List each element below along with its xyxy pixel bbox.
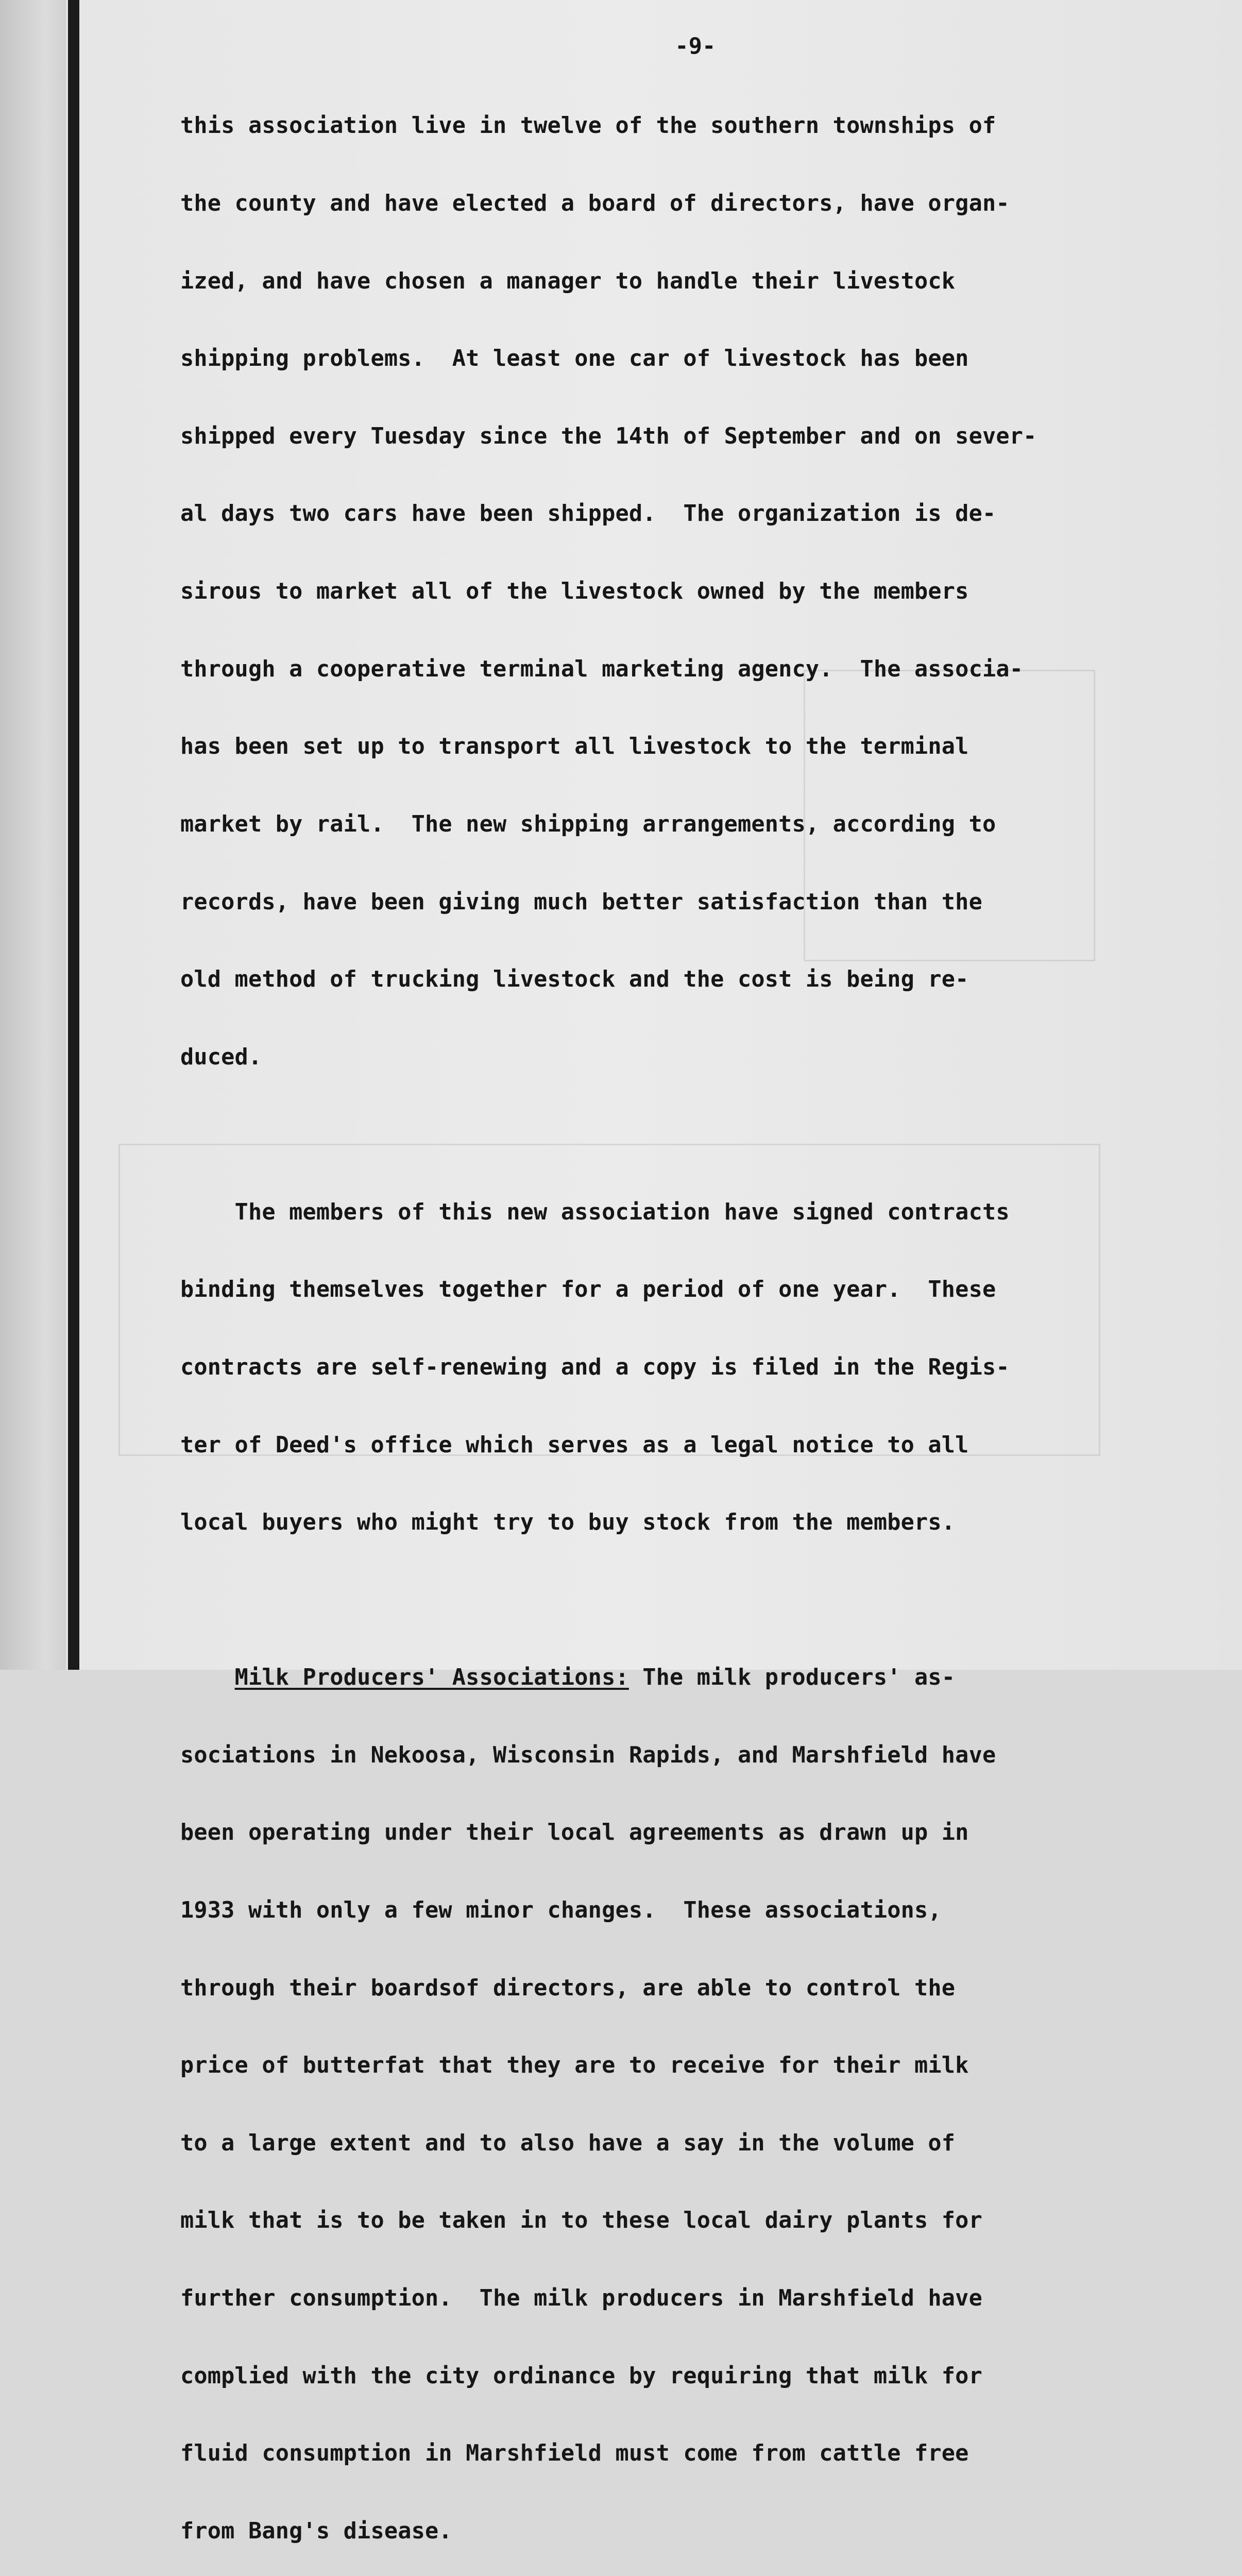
text-line: 1933 with only a few minor changes. These associations,: [180, 1897, 942, 1924]
text-line: duced.: [180, 1044, 262, 1070]
binding-bar: [68, 0, 79, 1670]
text-line: records, have been giving much better satisfaction than the: [180, 889, 982, 915]
text-line: ter of Deed's office which serves as a legal notice to all: [180, 1432, 969, 1458]
text-line: through their boardsof directors, are able to control the: [180, 1975, 956, 2001]
text-line: been operating under their local agreements as drawn up in: [180, 1820, 969, 1846]
paragraph-contracts: [180, 1147, 1149, 1587]
text-line: contracts are self-renewing and a copy is filed in the Regis-: [180, 1354, 1010, 1380]
text-line: shipped every Tuesday since the 14th of September and on sever-: [180, 423, 1037, 449]
text-line: sirous to market all of the livestock owned by the members: [180, 579, 969, 605]
text-line: [180, 1665, 1149, 1690]
text-line: shipping problems. At least one car of livestock has been: [180, 346, 969, 372]
text-line: al days two cars have been shipped. The organization is de-: [180, 501, 996, 527]
text-line: has been set up to transport all livestock to the terminal: [180, 734, 969, 760]
text-line: market by rail. The new shipping arrangements, according to: [180, 811, 996, 837]
milk-producers-heading: Milk Producers' Associations:: [234, 1665, 629, 1691]
text-line: this association live in twelve of the southern townships of: [180, 113, 996, 139]
text-line: binding themselves together for a period of one year. These: [180, 1277, 996, 1303]
paragraph-livestock-association: [180, 61, 1149, 1122]
text-line: further consumption. The milk producers in Marshfield have: [180, 2285, 982, 2312]
text-line: old method of trucking livestock and the cost is being re-: [180, 967, 969, 993]
text-line: local buyers who might try to buy stock from the members.: [180, 1510, 956, 1536]
paragraph-milk-producers: [180, 1613, 1149, 2576]
text-line: price of butterfat that they are to receive for their milk: [180, 2053, 969, 2079]
text-run: The milk producers' as-: [628, 1665, 956, 1691]
text-line: through a cooperative terminal marketing agency. The associa-: [180, 656, 1024, 682]
text-line: fluid consumption in Marshfield must come from cattle free: [180, 2441, 969, 2467]
binding-edge: [0, 0, 66, 1670]
text-line: to a large extent and to also have a say in the volume of: [180, 2130, 956, 2156]
text-line: complied with the city ordinance by requiring that milk for: [180, 2363, 982, 2389]
page-content: [180, 33, 1149, 2576]
text-line: the county and have elected a board of directors, have organ-: [180, 191, 1010, 217]
text-line: milk that is to be taken in to these local dairy plants for: [180, 2208, 982, 2234]
text-line: ized, and have chosen a manager to handle their livestock: [180, 268, 956, 294]
text-line: The members of this new association have signed contracts: [180, 1199, 1010, 1225]
text-line: from Bang's disease.: [180, 2518, 452, 2544]
page-number: -9-: [675, 33, 716, 59]
text-line: sociations in Nekoosa, Wisconsin Rapids, and Marshfield have: [180, 1742, 996, 1768]
